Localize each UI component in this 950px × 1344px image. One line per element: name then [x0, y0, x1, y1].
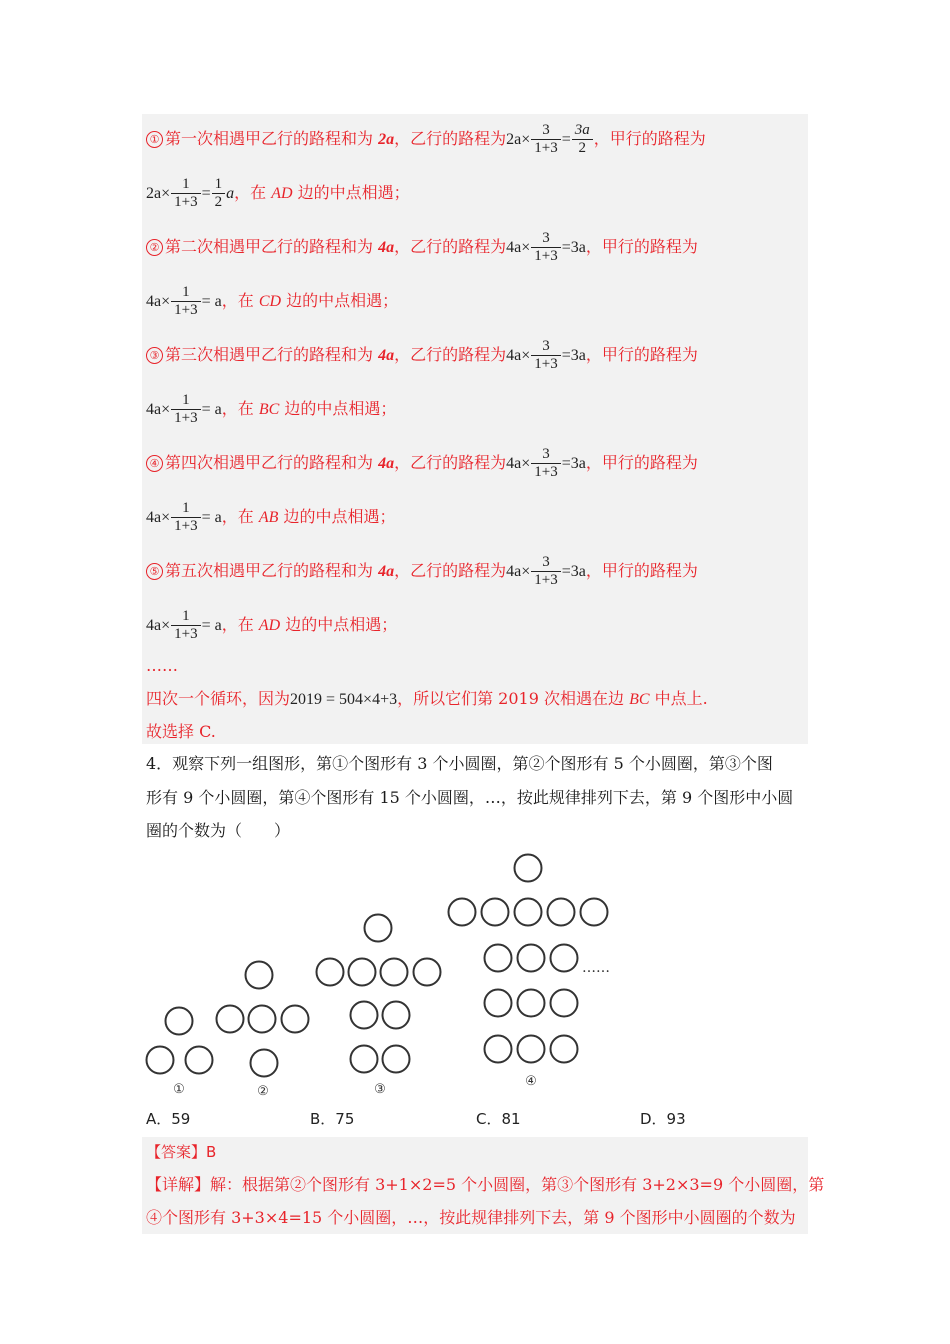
step-tail: 边的中点相遇；: [280, 615, 398, 634]
yi-fraction: $\frac{3}{1+3}$: [531, 446, 560, 481]
pattern-circle: [515, 899, 542, 926]
step-number: ①: [146, 131, 163, 148]
figure-ellipsis: ……: [582, 960, 610, 976]
half-fraction: $\frac{1}{2}$: [212, 176, 226, 211]
pattern-circle: [351, 1046, 378, 1073]
choose-line: 故选择 C.: [146, 722, 216, 741]
jia-label: ，甲行的路程为: [585, 237, 698, 256]
result: = a: [201, 509, 222, 526]
option-d: D．93: [640, 1110, 686, 1128]
pattern-circle: [551, 990, 578, 1017]
result: =3a: [561, 563, 586, 580]
step-pre: 第四次相遇甲乙行的路程和为: [165, 453, 379, 472]
distance-sum: 2a: [378, 131, 395, 148]
cycle-tail: 中点上.: [649, 689, 708, 708]
jia-coef: 4a×: [146, 401, 171, 418]
pattern-circle: [317, 959, 344, 986]
pattern-circle: [246, 962, 273, 989]
pattern-circle: [548, 899, 575, 926]
step-mid: ，乙行的路程为: [394, 453, 507, 472]
distance-sum: 4a: [378, 455, 395, 472]
step-number: ③: [146, 347, 163, 364]
side-name: AD: [258, 617, 281, 634]
jia-fraction: $\frac{1}{1+3}$: [171, 500, 200, 535]
comma: ，在: [221, 615, 259, 634]
pattern-circle: [485, 990, 512, 1017]
distance-sum: 4a: [378, 239, 395, 256]
step-number: ②: [146, 239, 163, 256]
side-name: CD: [258, 293, 282, 310]
figure-label-4: ④: [525, 1074, 537, 1089]
option-c: C．81: [476, 1110, 521, 1128]
pattern-circle: [349, 959, 376, 986]
step-mid: ，乙行的路程为: [394, 237, 507, 256]
pattern-circle: [249, 1006, 276, 1033]
comma: ，在: [221, 507, 259, 526]
side-name: AB: [258, 509, 279, 526]
step-mid: ，乙行的路程为: [394, 345, 507, 364]
q4-line-1: 4．观察下列一组图形，第①个图形有 3 个小圆圈，第②个图形有 5 个小圆圈，第③个图: [146, 754, 773, 773]
answer-line: 【答案】B: [146, 1143, 217, 1161]
q4-line-2: 形有 9 个小圆圈，第④个图形有 15 个小圆圈，…，按此规律排列下去，第 9 个图形中小圆: [146, 788, 794, 807]
equals: =: [561, 131, 571, 148]
cycle-post: ，所以它们第 2019 次相遇在边: [397, 689, 630, 708]
pattern-circle: [383, 1046, 410, 1073]
var-a: a: [226, 185, 235, 202]
side-name: AD: [271, 185, 293, 202]
yi-fraction: $\frac{3}{1+3}$: [531, 554, 560, 589]
pattern-circle: [383, 1002, 410, 1029]
cycle-side: BC: [629, 691, 650, 708]
jia-coef: 4a×: [146, 509, 171, 526]
figure-label-3: ③: [374, 1082, 386, 1097]
jia-fraction: $\frac{1}{1+3}$: [171, 392, 200, 427]
result: = a: [201, 617, 222, 634]
figure-label-1: ①: [173, 1082, 185, 1097]
comma: ，在: [221, 291, 259, 310]
step-number: ④: [146, 455, 163, 472]
step-tail: 边的中点相遇；: [279, 399, 397, 418]
pattern-circle: [482, 899, 509, 926]
cycle-equation: 2019 = 504×4+3: [290, 691, 398, 708]
pattern-circle: [251, 1050, 278, 1077]
comma: ，在: [221, 399, 259, 418]
pattern-circle: [449, 899, 476, 926]
step-pre: 第五次相遇甲乙行的路程和为: [165, 561, 379, 580]
comma: ，在: [234, 183, 272, 202]
side-name: BC: [258, 401, 280, 418]
detail-line-2: ④个图形有 3+3×4=15 个小圆圈，…，按此规律排列下去，第 9 个图形中小圆圈的个数为: [146, 1208, 796, 1227]
pattern-circle: [351, 1002, 378, 1029]
pattern-circle: [551, 945, 578, 972]
jia-fraction: $\frac{1}{1+3}$: [171, 176, 200, 211]
pattern-circle: [518, 945, 545, 972]
distance-sum: 4a: [378, 563, 395, 580]
detail-line-1: 【详解】解：根据第②个图形有 3+1×2=5 个小圆圈，第③个图形有 3+2×3=9 个小圆圈，第: [146, 1175, 825, 1194]
ellipsis: ……: [146, 656, 178, 675]
result: = a: [201, 401, 222, 418]
pattern-circle: [551, 1036, 578, 1063]
pattern-circle: [381, 959, 408, 986]
step-pre: 第一次相遇甲乙行的路程和为: [165, 129, 379, 148]
jia-coef: 2a×: [146, 185, 171, 202]
result: = a: [201, 293, 222, 310]
pattern-circle: [515, 855, 542, 882]
coef: 4a×: [506, 455, 531, 472]
step-tail: 边的中点相遇；: [278, 507, 396, 526]
jia-fraction: $\frac{1}{1+3}$: [171, 608, 200, 643]
jia-fraction: $\frac{1}{1+3}$: [171, 284, 200, 319]
yi-fraction: $\frac{3}{1+3}$: [531, 230, 560, 265]
step-number: ⑤: [146, 563, 163, 580]
result: =3a: [561, 347, 586, 364]
pattern-circle: [581, 899, 608, 926]
q4-line-3: 圈的个数为（ ）: [146, 821, 291, 840]
step-mid: ，乙行的路程为: [394, 129, 507, 148]
pattern-circle: [147, 1047, 174, 1074]
jia-coef: 4a×: [146, 617, 171, 634]
option-b: B．75: [310, 1110, 355, 1128]
result-fraction: $\frac{3a}{2}$: [572, 122, 593, 157]
distance-sum: 4a: [378, 347, 395, 364]
yi-fraction: $\frac{3}{1+3}$: [531, 122, 560, 157]
coef: 4a×: [506, 563, 531, 580]
step-tail: 边的中点相遇；: [281, 291, 399, 310]
pattern-circle: [485, 1036, 512, 1063]
cycle-pre: 四次一个循环，因为: [146, 689, 291, 708]
step-pre: 第二次相遇甲乙行的路程和为: [165, 237, 379, 256]
step-mid: ，乙行的路程为: [394, 561, 507, 580]
result: =3a: [561, 239, 586, 256]
step-tail: 边的中点相遇；: [292, 183, 410, 202]
coef: 4a×: [506, 239, 531, 256]
coef: 2a×: [506, 131, 531, 148]
pattern-circle: [365, 915, 392, 942]
jia-label: ，甲行的路程为: [585, 561, 698, 580]
figure-label-2: ②: [257, 1084, 269, 1099]
pattern-circle: [518, 1036, 545, 1063]
pattern-circle: [414, 959, 441, 986]
pattern-circle: [518, 990, 545, 1017]
pattern-circle: [217, 1006, 244, 1033]
pattern-circle: [282, 1006, 309, 1033]
step-pre: 第三次相遇甲乙行的路程和为: [165, 345, 379, 364]
jia-label: ，甲行的路程为: [585, 453, 698, 472]
equals: =: [201, 185, 211, 202]
yi-fraction: $\frac{3}{1+3}$: [531, 338, 560, 373]
coef: 4a×: [506, 347, 531, 364]
pattern-circle: [186, 1047, 213, 1074]
jia-label: ，甲行的路程为: [593, 129, 706, 148]
jia-label: ，甲行的路程为: [585, 345, 698, 364]
jia-coef: 4a×: [146, 293, 171, 310]
pattern-circle: [485, 945, 512, 972]
result: =3a: [561, 455, 586, 472]
pattern-circle: [166, 1008, 193, 1035]
option-a: A．59: [146, 1110, 191, 1128]
